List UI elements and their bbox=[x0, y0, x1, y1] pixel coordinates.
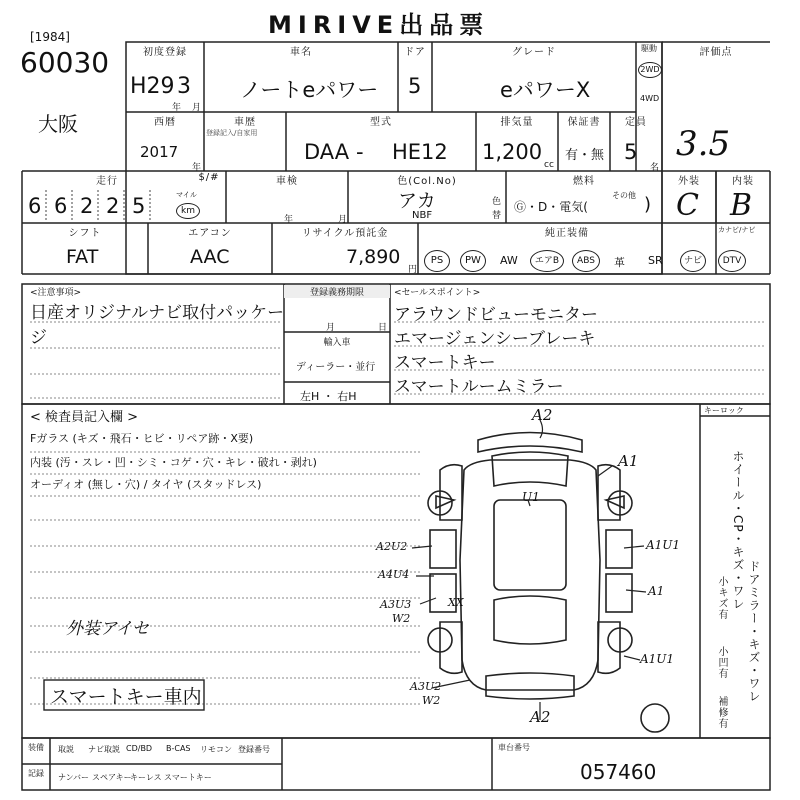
damage-right-1: A1U1 bbox=[646, 538, 681, 552]
header-first-reg: 初度登録 bbox=[143, 47, 187, 58]
recycle-unit: 円 bbox=[408, 265, 418, 275]
ac-value: AAC bbox=[190, 246, 230, 268]
header-fuel: 燃料 bbox=[573, 176, 595, 187]
header-doors: ドア bbox=[404, 47, 426, 58]
mileage-unit-miles: マイル bbox=[176, 191, 197, 199]
color-name: アカ bbox=[398, 190, 436, 212]
legend-small-scratch: 小キズ有 bbox=[716, 576, 727, 620]
footer-row1-label: 装備 bbox=[28, 743, 44, 752]
capacity-value: 5 bbox=[624, 140, 638, 164]
fuel-close: ) bbox=[644, 194, 652, 215]
fuel-options: Ⓖ・D・電気( bbox=[514, 200, 588, 214]
damage-left-3b: W2 bbox=[392, 612, 411, 625]
inspector-header: < 検査員記入欄 > bbox=[30, 410, 139, 425]
equip-aw: AW bbox=[500, 254, 518, 267]
int-grade: B bbox=[730, 188, 753, 223]
header-nav-type: カナビ/ナビ bbox=[718, 226, 756, 234]
damage-xx: XX bbox=[448, 596, 464, 609]
damage-right-2: A1 bbox=[648, 584, 665, 598]
header-displacement: 排気量 bbox=[500, 117, 534, 128]
drive-2wd-selected: 2WD bbox=[638, 62, 662, 78]
damage-right-3: A1U1 bbox=[640, 652, 675, 666]
header-warranty: 保証書 bbox=[567, 117, 601, 128]
damage-rear-left-b: W2 bbox=[422, 694, 441, 707]
header-color: 色(Col.No) bbox=[397, 176, 457, 187]
inspection-month: 月 bbox=[338, 215, 348, 225]
legend-small-dent: 小凹有 bbox=[716, 646, 727, 679]
mileage-digit-2: 6 bbox=[54, 194, 68, 218]
footer-nav-manual: ナビ取説 bbox=[88, 745, 120, 754]
fuel-other: その他 bbox=[612, 191, 636, 200]
first-reg-era: H29 bbox=[130, 74, 175, 99]
sales-point-1: アラウンドビューモニター bbox=[394, 305, 598, 325]
reg-deadline-day: 日 bbox=[378, 323, 388, 333]
equip-pw: PW bbox=[460, 250, 486, 272]
form-title: MIRIVE出品票 bbox=[268, 11, 490, 39]
header-inspection: 車検 bbox=[276, 176, 298, 187]
header-car-name: 車名 bbox=[290, 47, 312, 58]
notes-header: <注意事項> bbox=[30, 288, 82, 298]
sales-point-3: スマートキー bbox=[394, 353, 496, 373]
model-year-unit: 年 bbox=[192, 163, 202, 173]
header-drive: 駆動 bbox=[641, 44, 657, 53]
header-mileage: 走行 bbox=[96, 176, 118, 187]
footer-cdbd: CD/BD bbox=[126, 744, 153, 753]
reg-deadline-header: 登録義務期限 bbox=[284, 285, 390, 298]
mileage-unit-km: km bbox=[176, 203, 200, 219]
damage-left-3: A3U3 bbox=[380, 598, 412, 611]
color-code: NBF bbox=[412, 210, 433, 221]
drive-4wd: 4WD bbox=[640, 94, 660, 103]
equip-airbag: エアB bbox=[530, 250, 564, 272]
header-ext: 外装 bbox=[678, 176, 700, 187]
footer-manual: 取説 bbox=[58, 745, 74, 754]
mileage-digit-5: 5 bbox=[132, 194, 146, 218]
entry-header: 輸入車 bbox=[323, 338, 351, 348]
legend-wheel: ホイール・CP・キズ・ワレ bbox=[731, 450, 745, 611]
inspector-glass: Fガラス (キズ・飛石・ヒビ・リペア跡・X要) bbox=[30, 432, 254, 445]
model-prefix: DAA bbox=[304, 140, 350, 164]
equip-abs: ABS bbox=[572, 250, 600, 272]
model-code: HE12 bbox=[392, 140, 448, 164]
steering-option: 左H ・ 右H bbox=[300, 390, 357, 403]
model-year-value: 2017 bbox=[140, 143, 179, 161]
damage-top: A2 bbox=[532, 406, 553, 424]
handwritten-note-2: スマートキー車内 bbox=[50, 686, 202, 708]
footer-chassis-number: 057460 bbox=[580, 760, 657, 784]
legend-repair: 補修有 bbox=[716, 696, 727, 729]
notes-line-1: 日産オリジナルナビ取付パッケー bbox=[30, 303, 285, 323]
header-int: 内装 bbox=[732, 176, 754, 187]
capacity-unit: 名 bbox=[650, 163, 660, 173]
handwritten-note-1: 外装アイセ bbox=[66, 619, 149, 639]
displacement-unit: cc bbox=[544, 160, 554, 170]
header-grade: グレード bbox=[512, 47, 556, 58]
shift-value: FAT bbox=[66, 246, 99, 268]
inspector-interior: 内装 (汚・スレ・凹・シミ・コゲ・穴・キレ・破れ・剥れ) bbox=[30, 456, 317, 469]
footer-chassis-label: 車台番号 bbox=[498, 743, 530, 752]
footer-plate: ナンバー bbox=[58, 773, 90, 782]
equip-sr: SR bbox=[648, 254, 663, 267]
damage-left-1: A2U2 bbox=[376, 540, 408, 553]
lot-number: 60030 bbox=[20, 46, 110, 79]
sales-point-2: エマージェンシーブレーキ bbox=[394, 329, 596, 349]
footer-remote: リモコン bbox=[200, 745, 232, 754]
header-model: 型式 bbox=[370, 117, 392, 128]
doors-value: 5 bbox=[408, 74, 422, 98]
mileage-digit-4: 2 bbox=[106, 194, 120, 218]
footer-keyless: キーレス bbox=[130, 773, 162, 782]
first-reg-year-unit: 年 bbox=[172, 103, 182, 113]
legend-mirror: ドアミラー・キズ・ワレ bbox=[747, 560, 761, 703]
damage-rear-left: A3U2 bbox=[410, 680, 442, 693]
first-reg-month: 3 bbox=[177, 74, 191, 99]
header-body: 車歴 bbox=[234, 117, 256, 128]
reg-deadline-month: 月 bbox=[326, 323, 336, 333]
footer-spare-key: スペアキー bbox=[92, 773, 132, 782]
header-recycle: リサイクル預託金 bbox=[301, 228, 389, 239]
color-side-1: 色 bbox=[492, 197, 502, 207]
lot-year: [1984] bbox=[30, 30, 70, 44]
sales-header: <セールスポイント> bbox=[394, 288, 481, 298]
footer-row2-label: 記録 bbox=[28, 769, 44, 778]
sales-point-4: スマートルームミラー bbox=[394, 377, 564, 397]
damage-left-2: A4U4 bbox=[378, 568, 410, 581]
header-shift: シフト bbox=[68, 228, 102, 239]
mileage-digit-1: 6 bbox=[28, 194, 42, 218]
keylock-label: キーロック bbox=[704, 406, 744, 415]
first-reg-month-unit: 月 bbox=[192, 103, 202, 113]
equip-leather: 革 bbox=[614, 256, 625, 269]
equip-dtv: DTV bbox=[718, 250, 746, 272]
header-era: 西暦 bbox=[154, 117, 176, 128]
footer-smart-key: スマートキー bbox=[164, 773, 212, 782]
header-rating: 評価点 bbox=[699, 47, 733, 58]
inspector-audio-tire: オーディオ (無し・穴) / タイヤ (スタッドレス) bbox=[30, 478, 262, 491]
footer-bcas: B-CAS bbox=[166, 744, 191, 753]
displacement-value: 1,200 bbox=[482, 140, 543, 164]
footer-reg-number-label: 登録番号 bbox=[238, 745, 270, 754]
lot-venue: 大阪 bbox=[38, 112, 78, 136]
recycle-value: 7,890 bbox=[346, 246, 401, 268]
equip-ps: PS bbox=[424, 250, 450, 272]
car-diagram bbox=[428, 433, 669, 733]
color-side-2: 替 bbox=[492, 211, 502, 221]
header-ac: エアコン bbox=[188, 228, 232, 239]
equip-navi: ナビ bbox=[680, 250, 706, 272]
dealer-option: ディーラー・並行 bbox=[296, 362, 376, 373]
header-meter: $/# bbox=[198, 172, 220, 183]
rating-value: 3.5 bbox=[676, 124, 731, 164]
grade-value: eパワーX bbox=[500, 78, 591, 102]
ext-grade: C bbox=[676, 188, 699, 223]
notes-line-2: ジ bbox=[30, 328, 47, 348]
mileage-digit-3: 2 bbox=[80, 194, 94, 218]
damage-front-right: A1 bbox=[618, 452, 639, 470]
damage-bottom: A2 bbox=[530, 708, 551, 726]
damage-roof: U1 bbox=[522, 490, 540, 504]
header-capacity: 定員 bbox=[625, 117, 647, 128]
header-equipment: 純正装備 bbox=[545, 228, 589, 239]
car-name-value: ノートeパワー bbox=[240, 78, 379, 102]
model-sep: - bbox=[356, 140, 364, 164]
body-note: 登録記入/自家用 bbox=[206, 129, 258, 137]
warranty-value: 有・無 bbox=[565, 148, 605, 163]
inspection-year: 年 bbox=[284, 215, 294, 225]
